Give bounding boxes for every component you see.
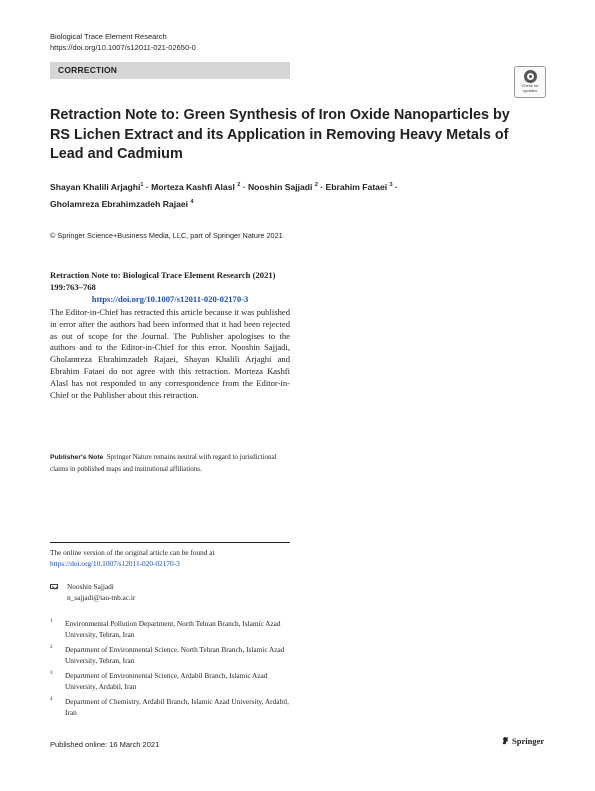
author[interactable]: Nooshin Sajjadi $^2$: [247, 181, 318, 192]
retraction-doi-link[interactable]: https://doi.org/10.1007/s12011-020-02170-3: [91, 294, 249, 304]
affiliations: [50, 619, 295, 723]
badge-text: Check for updates: [521, 83, 539, 93]
author[interactable]: Morteza Kashfi Alasl $^2$: [151, 181, 241, 192]
author[interactable]: Ebrahim Fataei $^3$: [325, 181, 393, 192]
journal-name: Biological Trace Element Research: [50, 32, 167, 41]
affiliation: 4 Department of Chemistry, Ardabil Branch, Islamic Azad University, Ardabil, Iran: [50, 697, 289, 717]
article-title: Retraction Note to: Green Synthesis of Iron Oxide Nanoparticles by RS Lichen Extract and its Application in Removing Heavy Metals of Lead and Cadmium: [50, 107, 510, 162]
affiliation: 3 Department of Environmental Science, Ardabil Branch, Islamic Azad University, Ardabil, Iran: [50, 671, 268, 691]
publishers-note-label: Publisher's Note: [50, 454, 104, 461]
publishers-note: [50, 452, 290, 474]
envelope-icon: [50, 584, 58, 589]
publishers-note-text: Springer Nature remains neutral with regard to jurisdictional claims in published maps and institutional affiliations.: [50, 453, 277, 473]
article-doi[interactable]: https://doi.org/10.1007/s12011-021-02650-0: [50, 43, 196, 52]
journal-header: [50, 31, 196, 53]
copyright-line: © Springer Science+Business Media, LLC, part of Springer Nature 2021: [50, 231, 283, 240]
footnote-divider: [50, 542, 290, 543]
body-text: The Editor-in-Chief has retracted this article because it was published in error after the authors had been informed that it had been rejected as out of scope for the Journal. The Publisher apologises to the authors and to the Editor-in-Chief for this error. Nooshin Sajjadi, Gholamreza Ebrahimzadeh Rajaei, Shayan Khalili Arjaghi and Ebrahim Fataei do not agree with this retraction. Morteza Kashfi Alasl has not responded to any correspondence from the Editor-in-Chief or the Publisher about this retraction.: [50, 307, 290, 400]
published-date: Published online: 16 March 2021: [50, 740, 160, 749]
retraction-ref-text: Retraction Note to: Biological Trace Element Research (2021) 199:763–768: [50, 270, 276, 292]
online-version-note: The online version of the original article can be found at https://doi.org/10.1007/s12011-020-02170-3: [50, 548, 215, 568]
check-for-updates-icon: [524, 70, 537, 83]
author[interactable]: Shayan Khalili Arjaghi$^1$: [50, 181, 144, 192]
check-for-updates-badge[interactable]: [514, 66, 546, 98]
correspondence: [50, 582, 135, 603]
corresponding-author: Nooshin Sajjadi: [67, 582, 114, 591]
section-label: CORRECTION: [58, 65, 118, 75]
original-article-link[interactable]: https://doi.org/10.1007/s12011-020-02170-3: [50, 558, 180, 568]
springer-horse-icon: [501, 736, 510, 745]
affiliation: 1 Environmental Pollution Department, North Tehran Branch, Islamic Azad University, Tehran, Iran: [50, 619, 281, 639]
retraction-reference: [50, 269, 290, 305]
springer-logo: Springer: [501, 736, 544, 746]
author-list: Shayan Khalili Arjaghi$^1$ · Morteza Kashfi Alasl $^2$ · Nooshin Sajjadi $^2$ · Ebrahim Fataei $^3$ · Gholamreza Ebrahimzadeh Rajaei $^4$: [50, 181, 398, 209]
author-email[interactable]: n_sajjadi@iau-tnb.ac.ir: [67, 592, 136, 602]
section-bar: [50, 62, 290, 79]
affiliation: 2 Department of Environmental Science, North Tehran Branch, Islamic Azad University, Tehran, Iran: [50, 645, 285, 665]
author[interactable]: Gholamreza Ebrahimzadeh Rajaei $^4$: [50, 198, 194, 209]
